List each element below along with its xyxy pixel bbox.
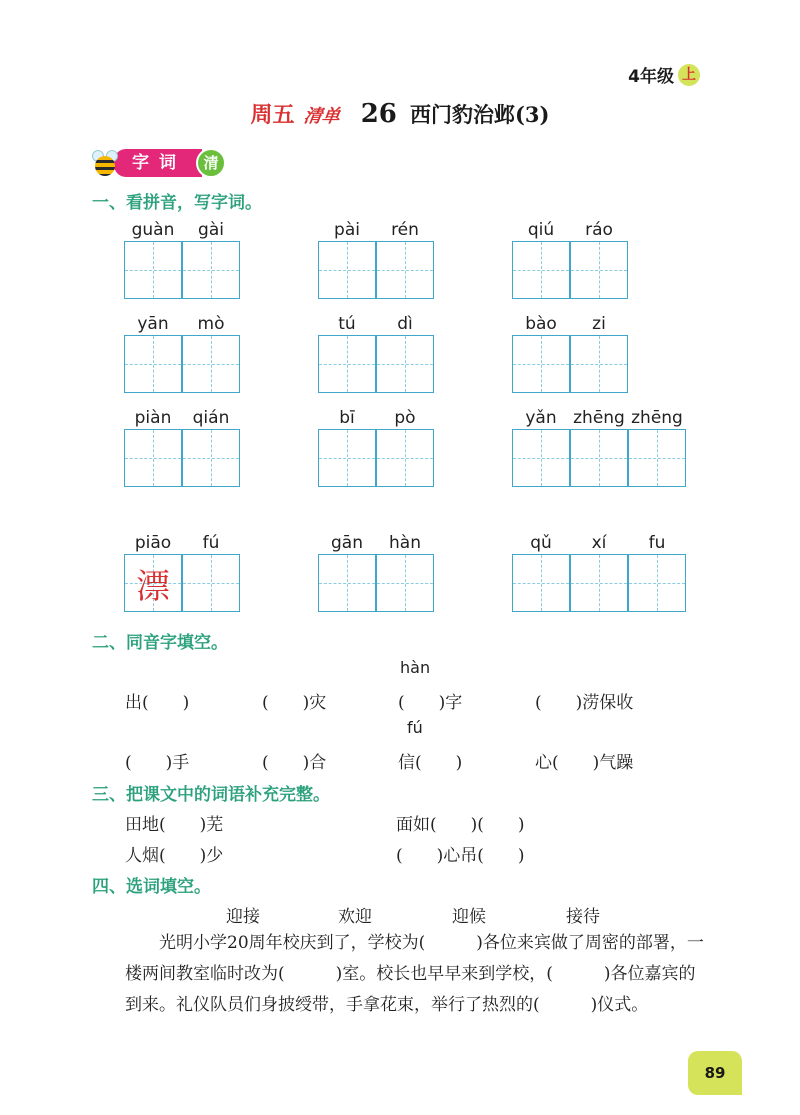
section2-pinyin-1: hàn (400, 658, 431, 677)
cell-character: 漂 (136, 566, 170, 607)
cell-character (513, 242, 569, 298)
phrase-item[interactable]: ( )心吊( ) (396, 846, 525, 866)
pinyin-label: rén (391, 220, 419, 240)
word-choice: 接待 (566, 907, 600, 927)
grade-text: 4年级 (628, 67, 674, 87)
pinyin-label: fú (202, 533, 220, 553)
cell-character (513, 555, 569, 611)
cell-character (571, 336, 627, 392)
cell-character (319, 555, 375, 611)
pinyin-label: guàn (131, 220, 175, 240)
writing-cell[interactable] (570, 241, 628, 299)
cell-character (571, 430, 627, 486)
section-banner (92, 148, 226, 178)
cell-character (377, 555, 433, 611)
pinyin-label: zhēng (573, 408, 625, 428)
homophone-item[interactable]: 信( ) (398, 753, 463, 773)
writing-cell[interactable] (512, 429, 570, 487)
cell-character (125, 430, 181, 486)
cell-character (183, 242, 239, 298)
pinyin-label: tú (338, 314, 356, 334)
pinyin-label: bī (339, 408, 355, 428)
pinyin-label: xí (591, 533, 607, 553)
pinyin-label: hàn (389, 533, 421, 553)
section2-heading: 二、同音字填空。 (92, 633, 228, 653)
pinyin-label: gài (198, 220, 224, 240)
pinyin-label: bào (525, 314, 557, 334)
homophone-item[interactable]: ( )手 (125, 753, 190, 773)
cell-character (513, 430, 569, 486)
pinyin-label: zi (592, 314, 606, 334)
writing-cell[interactable] (376, 241, 434, 299)
word-choice: 迎接 (226, 907, 260, 927)
homophone-item[interactable]: ( )字 (398, 693, 463, 713)
section2-pinyin-2: fú (407, 718, 423, 737)
page-number: 89 (688, 1051, 742, 1095)
pinyin-label: piàn (134, 408, 172, 428)
pinyin-label: yǎn (525, 408, 557, 428)
writing-cell[interactable] (124, 429, 182, 487)
homophone-item[interactable]: ( )灾 (262, 693, 327, 713)
pinyin-label: pò (394, 408, 416, 428)
banner-label: 字词 (114, 149, 202, 177)
writing-cell[interactable] (318, 554, 376, 612)
phrase-item[interactable]: 田地( )芜 (125, 815, 224, 835)
writing-cell[interactable] (182, 241, 240, 299)
writing-cell[interactable] (124, 335, 182, 393)
writing-cell[interactable] (124, 554, 182, 612)
pinyin-label: qǔ (530, 533, 552, 553)
section1-heading: 一、看拼音，写字词。 (92, 193, 262, 213)
grade-badge: 上 (678, 64, 700, 86)
lesson-number: 26 (360, 99, 397, 129)
writing-cell[interactable] (376, 554, 434, 612)
homophone-item[interactable]: ( )涝保收 (535, 693, 634, 713)
phrase-item[interactable]: 面如( )( ) (396, 815, 525, 835)
writing-cell[interactable] (628, 429, 686, 487)
pinyin-label: mò (197, 314, 225, 334)
phrase-item[interactable]: 人烟( )少 (125, 846, 224, 866)
pinyin-label: zhēng (631, 408, 683, 428)
fill-in-paragraph[interactable] (125, 928, 705, 1021)
cell-character (319, 242, 375, 298)
cell-character (183, 430, 239, 486)
writing-cell[interactable] (318, 429, 376, 487)
writing-cell[interactable] (318, 335, 376, 393)
paragraph-text: 光明小学20周年校庆到了，学校为( )各位来宾做了周密的部署，一楼两间教室临时改为( )室。校长也早早来到学校，( )各位嘉宾的到来。礼仪队员们身披绶带，手拿花束，举行了热烈的( )仪式。 (125, 933, 704, 1015)
writing-cell[interactable] (376, 335, 434, 393)
word-choice: 欢迎 (338, 907, 372, 927)
lesson-title: 西门豹治邺(3) (410, 102, 550, 127)
title-list-label: 清单 (301, 106, 341, 127)
writing-cell[interactable] (512, 241, 570, 299)
cell-character (377, 242, 433, 298)
cell-character (183, 555, 239, 611)
pinyin-label: gān (331, 533, 363, 553)
cell-character (183, 336, 239, 392)
page-title (0, 98, 800, 129)
writing-cell[interactable] (570, 554, 628, 612)
pinyin-label: dì (397, 314, 413, 334)
pinyin-label: pài (334, 220, 360, 240)
writing-cell[interactable] (570, 335, 628, 393)
pinyin-label: piāo (134, 533, 172, 553)
cell-character (125, 242, 181, 298)
cell-character (377, 336, 433, 392)
grade-label (628, 62, 700, 87)
cell-character (513, 336, 569, 392)
cell-character (377, 430, 433, 486)
writing-cell[interactable] (318, 241, 376, 299)
word-choice: 迎候 (452, 907, 486, 927)
cell-character (319, 336, 375, 392)
section3-heading: 三、把课文中的词语补充完整。 (92, 785, 330, 805)
cell-character (319, 430, 375, 486)
banner-badge: 清 (196, 148, 226, 178)
homophone-item[interactable]: 心( )气躁 (535, 753, 634, 773)
writing-cell[interactable] (512, 554, 570, 612)
cell-character (125, 336, 181, 392)
pinyin-label: yān (137, 314, 169, 334)
title-day: 周五 (250, 103, 295, 128)
pinyin-label: fu (648, 533, 666, 553)
writing-cell[interactable] (124, 241, 182, 299)
pinyin-label: qián (192, 408, 230, 428)
pinyin-label: ráo (585, 220, 613, 240)
homophone-item[interactable]: 出( ) (125, 693, 190, 713)
writing-cell[interactable] (182, 335, 240, 393)
cell-character (571, 242, 627, 298)
cell-character (629, 430, 685, 486)
bee-icon (92, 148, 118, 178)
cell-character (571, 555, 627, 611)
cell-character (629, 555, 685, 611)
writing-cell[interactable] (376, 429, 434, 487)
pinyin-label: qiú (527, 220, 555, 240)
writing-cell[interactable] (182, 429, 240, 487)
writing-cell[interactable] (182, 554, 240, 612)
homophone-item[interactable]: ( )合 (262, 753, 327, 773)
writing-cell[interactable] (628, 554, 686, 612)
section4-heading: 四、选词填空。 (92, 877, 211, 897)
writing-cell[interactable] (512, 335, 570, 393)
writing-cell[interactable] (570, 429, 628, 487)
